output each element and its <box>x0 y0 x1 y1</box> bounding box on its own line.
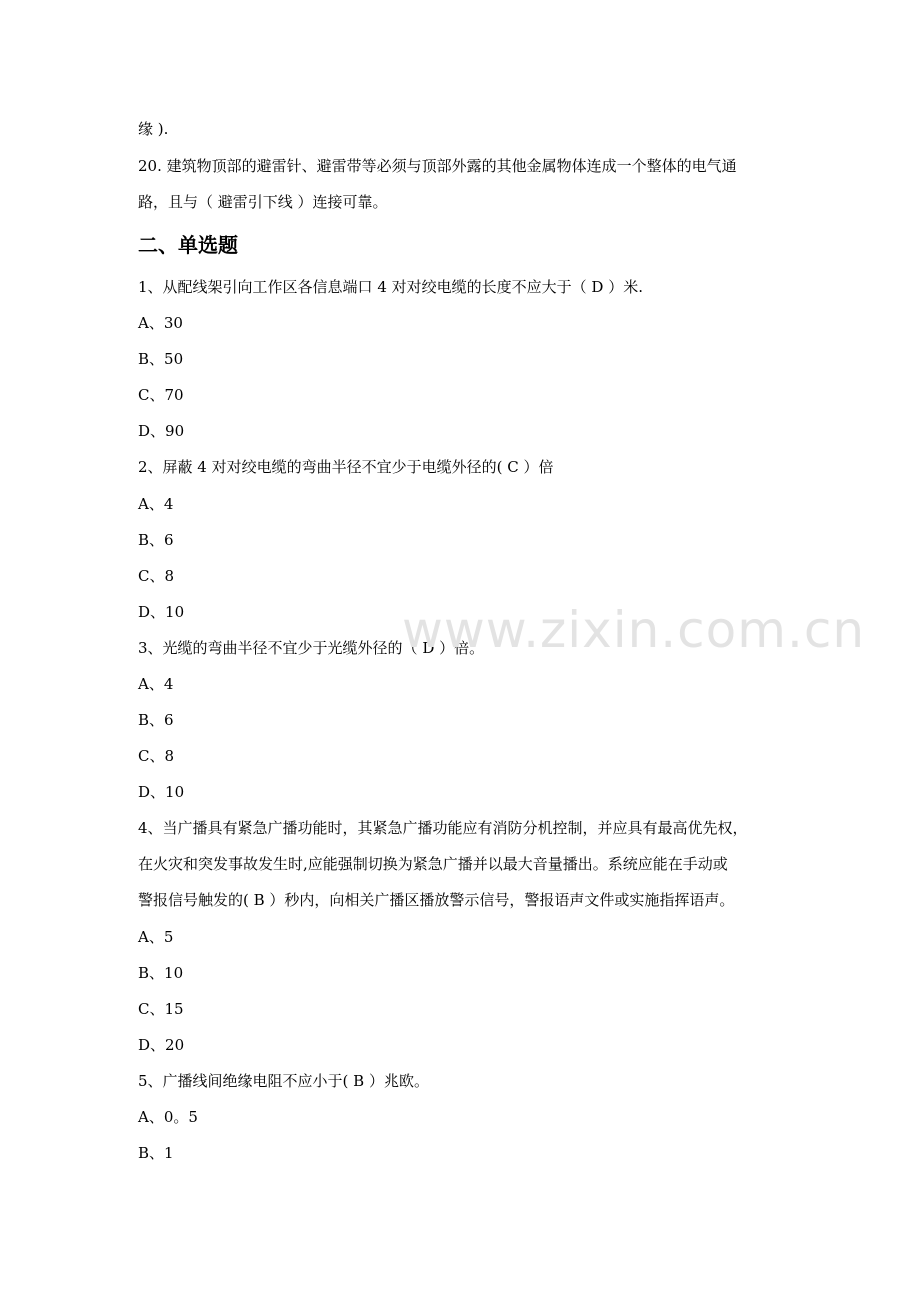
question-3-option-c: C、8 <box>138 747 175 765</box>
question-1-option-b: B、50 <box>138 350 184 368</box>
section-title: 二、单选题 <box>138 233 238 257</box>
question-2-text: 2、屏蔽 4 对对绞电缆的弯曲半径不宜少于电缆外径的( C ）倍 <box>138 458 554 476</box>
question-2-option-d: D、10 <box>138 603 185 621</box>
question-4-line-3: 警报信号触发的( B ）秒内，向相关广播区播放警示信号，警报语声文件或实施指挥语声。 <box>138 891 735 909</box>
question-2-option-c: C、8 <box>138 567 175 585</box>
question-4-line-1: 4、当广播具有紧急广播功能时，其紧急广播功能应有消防分机控制，并应具有最高优先权， <box>138 819 748 837</box>
question-3-option-a: A、4 <box>138 675 174 693</box>
continuation-text: 缘 ). <box>138 120 169 138</box>
question-5-text: 5、广播线间绝缘电阻不应小于( B ）兆欧。 <box>138 1072 429 1090</box>
watermark: www.zixin.com.cn <box>402 601 866 659</box>
question-4-option-a: A、5 <box>138 928 174 946</box>
question-3-option-d: D、10 <box>138 783 185 801</box>
question-4-option-c: C、15 <box>138 1000 184 1018</box>
question-4-option-b: B、10 <box>138 964 184 982</box>
question-3-text: 3、光缆的弯曲半径不宜少于光缆外径的（ D ）倍。 <box>138 639 485 657</box>
question-1-text: 1、从配线架引向工作区各信息端口 4 对对绞电缆的长度不应大于（ D ）米. <box>138 278 643 296</box>
question-4-option-d: D、20 <box>138 1036 185 1054</box>
question-1-option-a: A、30 <box>138 314 183 332</box>
question-20-line-1: 20. 建筑物顶部的避雷针、避雷带等必须与顶部外露的其他金属物体连成一个整体的电气通 <box>138 157 737 175</box>
question-4-line-2: 在火灾和突发事故发生时,应能强制切换为紧急广播并以最大音量播出。系统应能在手动或 <box>138 855 728 873</box>
question-1-option-c: C、70 <box>138 386 184 404</box>
question-5-option-a: A、0。5 <box>138 1108 198 1126</box>
question-2-option-b: B、6 <box>138 531 174 549</box>
question-5-option-b: B、1 <box>138 1144 174 1162</box>
question-20-line-2: 路，且与（ 避雷引下线 ）连接可靠。 <box>138 193 388 211</box>
question-2-option-a: A、4 <box>138 495 174 513</box>
question-1-option-d: D、90 <box>138 422 185 440</box>
question-3-option-b: B、6 <box>138 711 174 729</box>
